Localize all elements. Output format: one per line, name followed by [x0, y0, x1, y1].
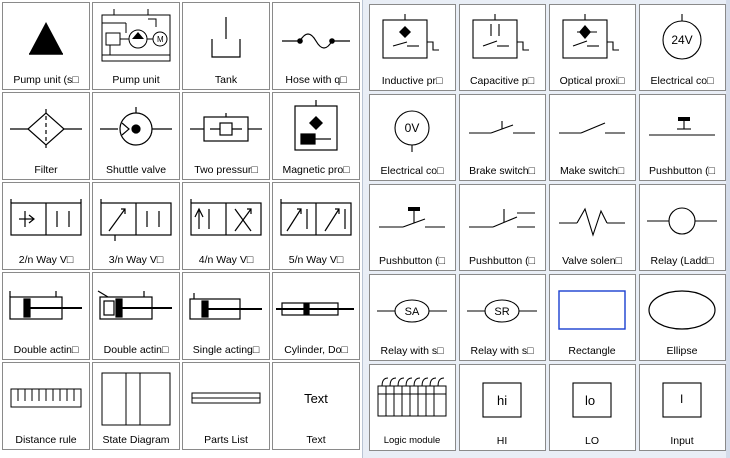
palette-item-electrical-connection-0v[interactable] [369, 94, 456, 181]
palette-item-input-block[interactable] [639, 364, 726, 451]
parts-list-icon [183, 363, 269, 434]
hydraulic-symbol-palette [0, 0, 362, 458]
palette-item-ellipse[interactable] [639, 274, 726, 361]
tank-icon [183, 3, 269, 74]
palette-item-pushbutton-make[interactable] [369, 184, 456, 271]
lo-text: lo [585, 393, 596, 408]
palette-item-label: Valve solen□ [562, 255, 622, 267]
electrical-connection-0v-icon [370, 95, 455, 165]
palette-item-cylinder-double-rod[interactable] [272, 272, 360, 360]
four-n-way-valve-icon [183, 183, 269, 254]
palette-item-label: Capacitive p□ [469, 75, 535, 87]
pushbutton-changeover-icon [460, 185, 545, 255]
double-acting-cylinder-icon [3, 273, 89, 344]
palette-item-2n-way-valve[interactable] [2, 182, 90, 270]
palette-item-label: Double actin□ [103, 344, 169, 356]
palette-item-label: Relay (Ladd□ [650, 255, 714, 267]
palette-item-label: Pushbutton (□ [649, 165, 715, 177]
palette-item-relay-switch-on-delay[interactable] [369, 274, 456, 361]
palette-item-label: Brake switch□ [469, 165, 535, 177]
palette-item-label: Inductive pr□ [381, 75, 443, 87]
palette-item-make-switch[interactable] [549, 94, 636, 181]
palette-item-label: Single acting□ [192, 344, 260, 356]
svg-text:M: M [157, 34, 164, 44]
palette-item-pump-unit[interactable] [92, 2, 180, 90]
hi-block-icon [460, 365, 545, 435]
two-pressure-valve-icon [183, 93, 269, 164]
palette-item-5n-way-valve[interactable] [272, 182, 360, 270]
palette-item-label: Distance rule [15, 434, 77, 446]
palette-item-pump-unit-simple[interactable] [2, 2, 90, 90]
voltage-label: 24V [671, 33, 693, 47]
palette-item-label: 2/n Way V□ [18, 254, 74, 266]
palette-item-relay-ladder[interactable] [639, 184, 726, 271]
lo-block-icon [550, 365, 635, 435]
magnetic-proximity-icon [273, 93, 359, 164]
inductive-proximity-sensor-icon [370, 5, 455, 75]
palette-item-label: Cylinder, Do□ [284, 344, 348, 356]
palette-item-label: Pushbutton (□ [469, 255, 535, 267]
rectangle-shape-icon [550, 275, 635, 345]
palette-item-magnetic-proximity[interactable] [272, 92, 360, 180]
hose-with-quick-coupling-icon [273, 3, 359, 74]
palette-item-double-acting-cylinder[interactable] [2, 272, 90, 360]
palette-item-optical-proximity[interactable] [549, 4, 636, 91]
palette-item-label: Make switch□ [559, 165, 625, 177]
state-diagram-icon [93, 363, 179, 434]
relay-switch-off-delay-icon [460, 275, 545, 345]
palette-item-double-acting-cylinder-cushioned[interactable] [92, 272, 180, 360]
palette-item-tank[interactable] [182, 2, 270, 90]
palette-item-label: Relay with s□ [380, 345, 444, 357]
palette-item-logic-module[interactable] [369, 364, 456, 451]
palette-item-label: Hose with q□ [285, 74, 347, 86]
capacitive-proximity-sensor-icon [460, 5, 545, 75]
palette-item-label: Pump unit (s□ [13, 74, 79, 86]
palette-item-label: State Diagram [102, 434, 170, 446]
palette-item-filter[interactable] [2, 92, 90, 180]
ellipse-shape-icon [640, 275, 725, 345]
palette-item-brake-switch[interactable] [459, 94, 546, 181]
palette-item-distance-rule[interactable] [2, 362, 90, 450]
palette-item-rectangle[interactable] [549, 274, 636, 361]
palette-scrollbar[interactable] [726, 0, 730, 458]
distance-rule-icon [3, 363, 89, 434]
palette-item-electrical-connection-24v[interactable] [639, 4, 726, 91]
electrical-connection-24v-icon [640, 5, 725, 75]
palette-item-label: Magnetic pro□ [282, 164, 350, 176]
palette-item-hi-block[interactable] [459, 364, 546, 451]
palette-item-label: Rectangle [568, 345, 616, 357]
palette-item-label: Ellipse [666, 345, 698, 357]
palette-item-label: Parts List [204, 434, 248, 446]
palette-item-label: Electrical co□ [380, 165, 444, 177]
right-palette-grid [369, 4, 726, 451]
pushbutton-break-icon [640, 95, 725, 165]
logic-module-icon [370, 365, 455, 435]
three-n-way-valve-icon [93, 183, 179, 254]
valve-solenoid-icon [550, 185, 635, 255]
hi-text: hi [497, 393, 508, 408]
palette-item-parts-list[interactable] [182, 362, 270, 450]
palette-item-relay-switch-off-delay[interactable] [459, 274, 546, 361]
relay-switch-on-delay-icon [370, 275, 455, 345]
electrical-symbol-palette [362, 0, 730, 458]
palette-item-label: Pushbutton (□ [379, 255, 445, 267]
brake-switch-icon [460, 95, 545, 165]
palette-item-4n-way-valve[interactable] [182, 182, 270, 270]
palette-item-label: Relay with s□ [470, 345, 534, 357]
left-palette-grid [2, 2, 360, 450]
optical-proximity-sensor-icon [550, 5, 635, 75]
palette-item-label: 4/n Way V□ [198, 254, 254, 266]
palette-item-label: Double actin□ [13, 344, 79, 356]
relay-code: SR [494, 306, 510, 318]
palette-item-label: HI [496, 435, 508, 447]
palette-item-hose-quick-coupling[interactable] [272, 2, 360, 90]
input-block-icon [640, 365, 725, 435]
palette-item-label: Input [670, 435, 694, 447]
palette-item-valve-solenoid[interactable] [549, 184, 636, 271]
palette-item-label: Logic module [383, 435, 441, 446]
palette-item-pushbutton-break[interactable] [639, 94, 726, 181]
palette-item-label: LO [584, 435, 599, 447]
palette-item-label: Tank [214, 74, 238, 86]
palette-item-label: 3/n Way V□ [108, 254, 164, 266]
two-n-way-valve-icon [3, 183, 89, 254]
palette-item-label: Optical proxi□ [559, 75, 625, 87]
text-icon [273, 363, 359, 434]
five-n-way-valve-icon [273, 183, 359, 254]
palette-item-label: Shuttle valve [105, 164, 167, 176]
palette-item-state-diagram[interactable] [92, 362, 180, 450]
voltage-label: 0V [404, 121, 420, 135]
palette-item-text[interactable] [272, 362, 360, 450]
panel-divider [362, 0, 363, 458]
palette-item-label: Text [306, 434, 326, 446]
palette-item-label: Electrical co□ [650, 75, 714, 87]
pushbutton-make-icon [370, 185, 455, 255]
palette-item-capacitive-proximity[interactable] [459, 4, 546, 91]
text-sample: Text [304, 392, 328, 405]
pump-unit-motor-icon [93, 3, 179, 74]
relay-code: SA [404, 306, 420, 318]
palette-item-two-pressure-valve[interactable] [182, 92, 270, 180]
palette-item-pushbutton-changeover[interactable] [459, 184, 546, 271]
single-acting-cylinder-icon [183, 273, 269, 344]
filter-icon [3, 93, 89, 164]
palette-item-3n-way-valve[interactable] [92, 182, 180, 270]
palette-item-label: Pump unit [112, 74, 160, 86]
palette-item-label: Two pressur□ [194, 164, 258, 176]
palette-item-inductive-proximity[interactable] [369, 4, 456, 91]
double-acting-cylinder-cushion-icon [93, 273, 179, 344]
relay-ladder-icon [640, 185, 725, 255]
shuttle-valve-icon [93, 93, 179, 164]
palette-item-label: 5/n Way V□ [288, 254, 344, 266]
cylinder-double-rod-icon [273, 273, 359, 344]
make-switch-icon [550, 95, 635, 165]
input-text: I [680, 392, 684, 406]
pump-unit-triangle-icon [3, 3, 89, 74]
palette-item-shuttle-valve[interactable] [92, 92, 180, 180]
palette-item-label: Filter [34, 164, 58, 176]
palette-item-single-acting-cylinder[interactable] [182, 272, 270, 360]
palette-item-lo-block[interactable] [549, 364, 636, 451]
